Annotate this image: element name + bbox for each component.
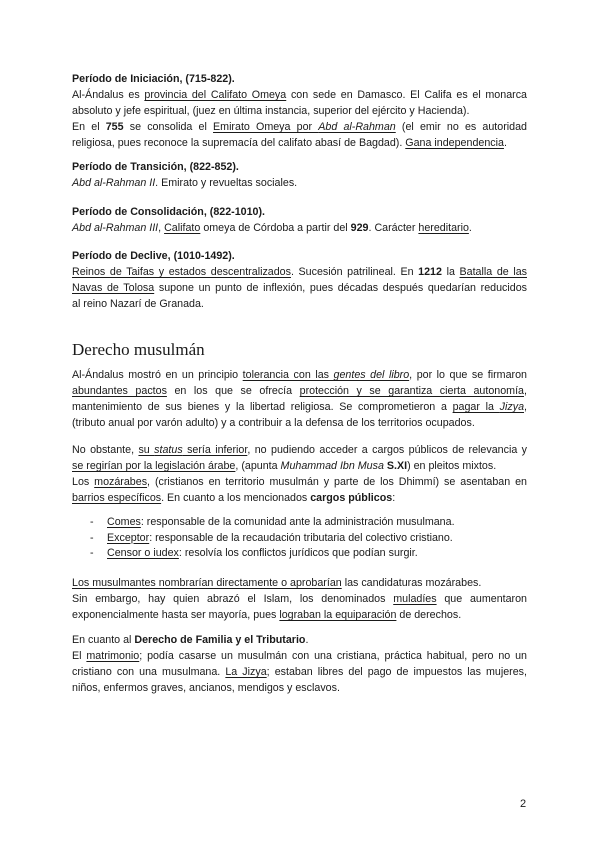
text: en los que se ofrecía — [166, 385, 300, 397]
page-number: 2 — [520, 798, 527, 810]
text: Los — [72, 476, 95, 488]
paragraph-status — [72, 442, 527, 506]
text: . — [468, 222, 472, 234]
list-item — [90, 546, 530, 562]
underlined-text: abundantes pactos — [72, 385, 167, 397]
text: las candidaturas mozárabes. — [341, 577, 482, 589]
text: Al-Ándalus mostró en un principio — [72, 369, 243, 381]
person-name: Muhammad Ibn Musa — [280, 460, 384, 472]
underlined-text: tolerancia con las — [242, 369, 334, 381]
text: , — [524, 385, 527, 397]
text: ; podía casarse un musulmán con una cristiana, práctica habitual, pero no un — [139, 650, 527, 662]
underlined-text: pagar la — [452, 401, 500, 413]
list-text: : resolvía los conflictos jurídicos que podían surgir. — [178, 547, 418, 559]
underlined-text: Califato — [164, 222, 201, 234]
list-term: Comes — [107, 516, 141, 528]
period-decline — [72, 248, 527, 312]
text: . — [503, 137, 507, 149]
list-text: : responsable de la comunidad ante la administración musulmana. — [140, 516, 455, 528]
text: ; estaban libres del pago de impuestos las mujeres, — [266, 666, 527, 678]
list-item — [90, 531, 530, 547]
text: : — [392, 492, 396, 504]
text: (el emir no es autoridad — [395, 121, 527, 133]
person-name: Abd al-Rahman — [318, 121, 396, 133]
text: . — [305, 634, 309, 646]
text: supone un punto de inflexión, pues décadas después quedarían reducidos — [154, 282, 527, 294]
underlined-text: Navas de Tolosa — [72, 282, 155, 294]
underlined-text: provincia del Califato Omeya — [144, 89, 287, 101]
paragraph-muladies — [72, 575, 527, 623]
text: . Carácter — [368, 222, 419, 234]
italic-text: status — [154, 444, 183, 456]
underlined-text: su — [138, 444, 155, 456]
text: ) en pleitos mixtos. — [407, 460, 497, 472]
bold-text: cargos públicos — [310, 492, 393, 504]
text: omeya de Córdoba a partir del — [200, 222, 351, 234]
dash-bullet: - — [90, 516, 94, 528]
text: cristiano con una musulmana. — [72, 666, 226, 678]
underlined-text: lograban la equiparación — [279, 609, 397, 621]
text: . En cuanto a los mencionados — [161, 492, 311, 504]
dash-bullet: - — [90, 547, 94, 559]
underlined-text: Emirato Omeya por — [213, 121, 319, 133]
text: con sede en Damasco. El Califa es el monarca — [286, 89, 527, 101]
dash-bullet: - — [90, 531, 94, 544]
text: , — [524, 401, 528, 413]
person-name: Abd al-Rahman III — [72, 222, 159, 234]
text: Sin embargo, hay quien abrazó el Islam, los denominados — [72, 593, 394, 605]
text: niños, enfermos graves, ancianos, mendigos y esclavos. — [72, 682, 340, 694]
text: de derechos. — [396, 609, 462, 621]
underlined-text: sería inferior — [182, 444, 248, 456]
underlined-text: Batalla de las — [459, 266, 527, 278]
century: S.XI — [383, 460, 408, 472]
underlined-text: Reinos de Taifas y estados descentralizados — [72, 266, 291, 278]
list-term: Censor o iudex — [107, 547, 179, 559]
text: Al-Ándalus es — [72, 89, 145, 101]
text: , por lo que se firmaron — [409, 369, 527, 381]
period-consolidation — [72, 204, 527, 236]
year: 755 — [105, 121, 124, 133]
text: exponencialmente hasta ser mayoría, pues — [72, 609, 280, 621]
text: , (cristianos en territorio musulmán y parte de los Dhimmí) se asentaban en — [147, 476, 528, 488]
underlined-text: La Jizya — [225, 666, 267, 678]
text: mantenimiento de sus bienes y la libertad religiosa. Se comprometieron a — [72, 401, 453, 413]
underlined-text: Gana independencia — [405, 137, 504, 149]
text: El — [72, 650, 87, 662]
text: religiosa, pues reconoce la supremacía del califato abasí de Bagdad). — [72, 137, 406, 149]
text: , (apunta — [235, 460, 281, 472]
underlined-text: se regirían por la legislación árabe — [72, 460, 236, 472]
underlined-text: barrios específicos — [72, 492, 162, 504]
period-consolidation-title: Período de Consolidación, (822-1010). — [72, 206, 266, 218]
list-text: : responsable de la recaudación tributaria del colectivo cristiano. — [149, 531, 453, 544]
underlined-text: Los musulmantes nombrarían directamente o aprobarían — [72, 577, 342, 589]
text: , — [158, 222, 165, 234]
text: (tributo anual por varón adulto) y a contribuir a la defensa de los territorios ocupados. — [72, 417, 475, 429]
period-decline-title: Período de Declive, (1010-1492). — [72, 250, 235, 262]
list-term: Exceptor — [107, 531, 150, 544]
text: En cuanto al — [72, 634, 135, 646]
text: En el — [72, 121, 106, 133]
period-initiation-title: Período de Iniciación, (715-822). — [72, 73, 235, 85]
person-name: Abd al-Rahman II — [72, 177, 156, 189]
text: al reino Nazarí de Granada. — [72, 298, 204, 310]
section-heading: Derecho musulmán — [72, 340, 205, 359]
text: absoluto y jefe espiritual, (juez en última instancia, superior del ejército y Hacienda). — [72, 105, 470, 117]
text: No obstante, — [72, 444, 139, 456]
italic-text: gentes del libro — [333, 369, 410, 381]
year: 929 — [350, 222, 369, 234]
public-offices-list — [90, 515, 530, 562]
bold-text: Derecho de Familia y el Tributario — [134, 634, 306, 646]
period-initiation — [72, 71, 527, 151]
underlined-text: muladíes — [393, 593, 437, 605]
period-transition — [72, 159, 527, 191]
underlined-text: hereditario — [418, 222, 469, 234]
text: que aumentaron — [436, 593, 527, 605]
italic-text: Jizya — [499, 401, 525, 413]
text: . Sucesión patrilineal. En — [290, 266, 419, 278]
list-item — [90, 515, 530, 531]
text: la — [441, 266, 460, 278]
underlined-text: protección y se garantiza cierta autonomía — [299, 385, 524, 397]
paragraph-family-law — [72, 632, 527, 696]
text: se consolida el — [123, 121, 214, 133]
text: , no pudiendo acceder a cargos públicos de relevancia y — [247, 444, 528, 456]
text: . Emirato y revueltas sociales. — [155, 177, 298, 189]
underlined-text: mozárabes — [94, 476, 148, 488]
underlined-text: matrimonio — [86, 650, 140, 662]
year: 1212 — [418, 266, 442, 278]
period-transition-title: Período de Transición, (822-852). — [72, 161, 239, 173]
paragraph-tolerance — [72, 367, 527, 431]
